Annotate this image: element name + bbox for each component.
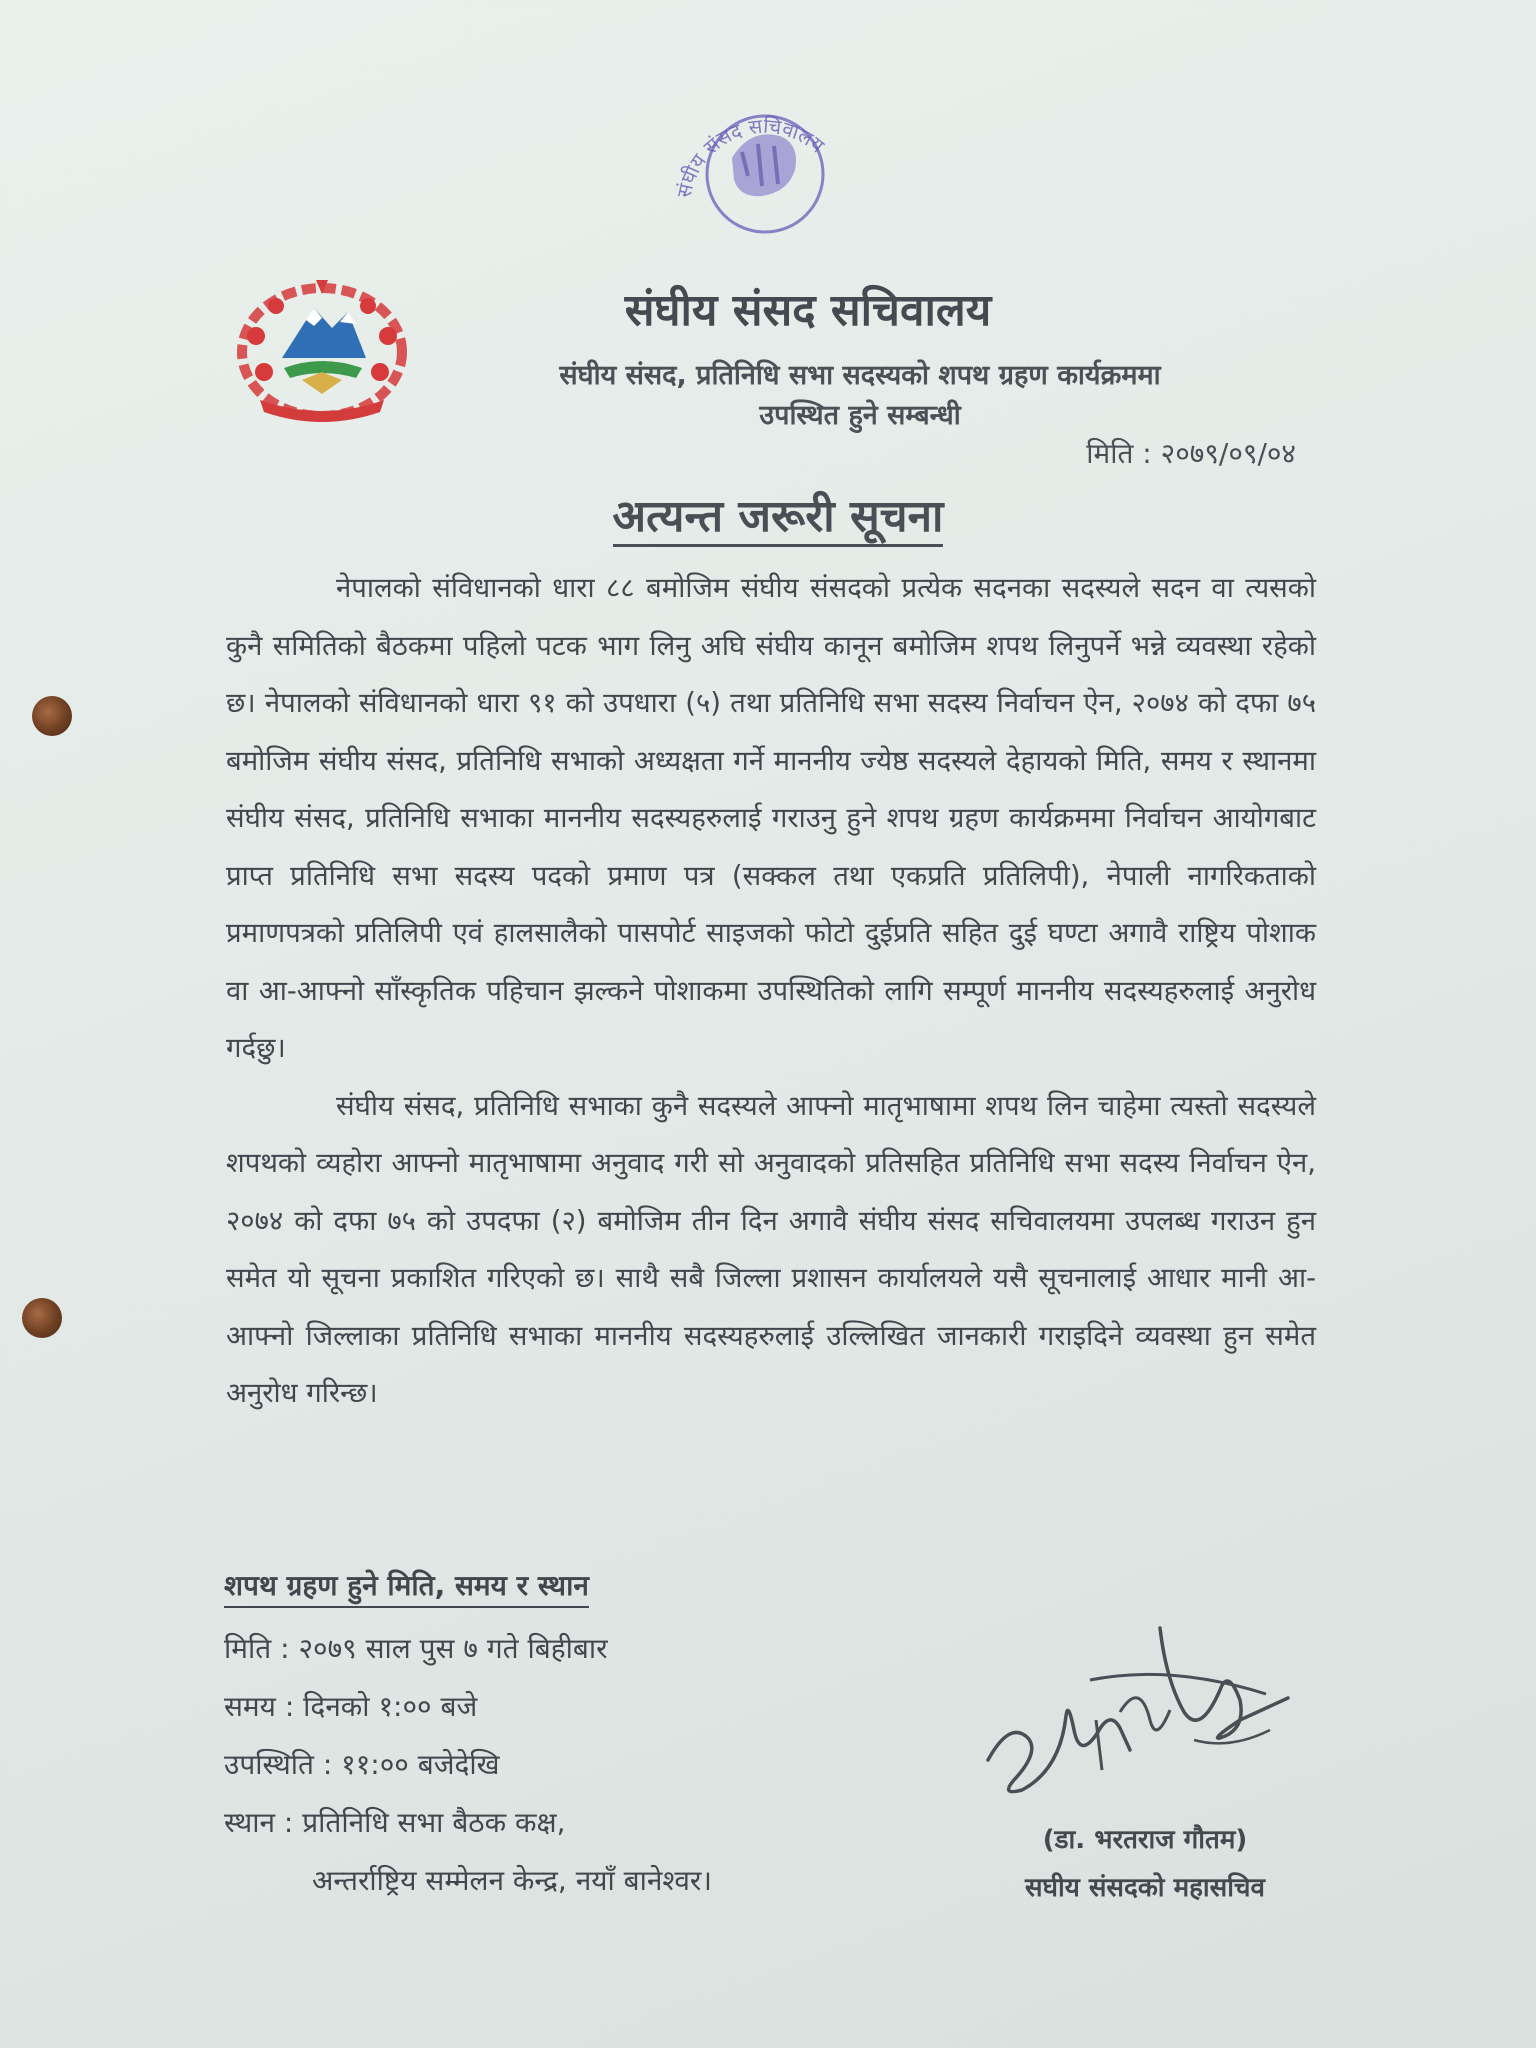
- schedule-details: [224, 1620, 712, 1910]
- notice-body: [226, 560, 1316, 1423]
- notice-date: मिति : २०७९/०९/०४: [1086, 437, 1296, 470]
- notice-heading-text: अत्यन्त जरूरी सूचना: [613, 491, 944, 547]
- punch-hole-top: [32, 696, 72, 736]
- svg-text:संघीय संसद सचिवालय: संघीय संसद सचिवालय: [671, 113, 830, 200]
- schedule-date: मिति : २०७९ साल पुस ७ गते बिहीबार: [224, 1632, 608, 1665]
- organization-title: संघीय संसद सचिवालय: [624, 285, 992, 336]
- schedule-venue-1: स्थान : प्रतिनिधि सभा बैठक कक्ष,: [224, 1806, 566, 1839]
- signatory-name: (डा. भरतराज गौतम): [1042, 1825, 1248, 1855]
- notice-subject: [420, 356, 1300, 436]
- notice-heading: [10, 484, 1536, 544]
- body-paragraph-2: संघीय संसद, प्रतिनिधि सभाका कुनै सदस्यले आफ्नो मातृभाषामा शपथ लिन चाहेमा त्यस्तो सदस्यले शपथको व्यहोरा आफ्नो मातृभाषामा अनुवाद गरी सो अनुवादको प्रतिसहित प्रतिनिधि सभा सदस्य निर्वाचन ऐन, २०७४ को दफा ७५ को उपदफा (२) बमोजिम तीन दिन अगावै संघीय संसद सचिवालयमा उपलब्ध गराउन हुन समेत यो सूचना प्रकाशित गरिएको छ। साथै सबै जिल्ला प्रशासन कार्यालयले यसै सूचनालाई आधार मानी आ-आफ्नो जिल्लाका प्रतिनिधि सभाका माननीय सदस्यहरुलाई उल्लिखित जानकारी गराइदिने व्यवस्था हुन समेत अनुरोध गरिन्छ।: [226, 1089, 1316, 1409]
- punch-hole-bottom: [22, 1298, 62, 1338]
- schedule-time: समय : दिनको १:०० बजे: [224, 1690, 478, 1723]
- signatory-title: सघीय संसदको महासचिव: [1025, 1873, 1265, 1903]
- office-seal-stamp: [650, 88, 880, 268]
- handwritten-signature: [970, 1620, 1300, 1830]
- body-paragraph-1: नेपालको संविधानको धारा ८८ बमोजिम संघीय संसदको प्रत्येक सदनका सदस्यले सदन वा त्यसको कुनै समितिको बैठकमा पहिलो पटक भाग लिनु अघि संघीय कानून बमोजिम शपथ लिनुपर्ने भन्ने व्यवस्था रहेको छ। नेपालको संविधानको धारा ९१ को उपधारा (५) तथा प्रतिनिधि सभा सदस्य निर्वाचन ऐन, २०७४ को दफा ७५ बमोजिम संघीय संसद, प्रतिनिधि सभाको अध्यक्षता गर्ने माननीय ज्येष्ठ सदस्यले देहायको मिति, समय र स्थानमा संघीय संसद, प्रतिनिधि सभाका माननीय सदस्यहरुलाई गराउनु हुने शपथ ग्रहण कार्यक्रममा निर्वाचन आयोगबाट प्राप्त प्रतिनिधि सभा सदस्य पदको प्रमाण पत्र (सक्कल तथा एकप्रति प्रतिलिपी), नेपाली नागरिकताको प्रमाणपत्रको प्रतिलिपी एवं हालसालैको पासपोर्ट साइजको फोटो दुईप्रति सहित दुई घण्टा अगावै राष्ट्रिय पोशाक वा आ-आफ्नो साँस्कृतिक पहिचान झल्कने पोशाकमा उपस्थितिको लागि सम्पूर्ण माननीय सदस्यहरुलाई अनुरोध गर्दछु।: [226, 572, 1316, 1064]
- schedule-venue-2: अन्तर्राष्ट्रिय सम्मेलन केन्द्र, नयाँ बानेश्वर।: [312, 1864, 712, 1897]
- subject-line-1: संघीय संसद, प्रतिनिधि सभा सदस्यको शपथ ग्रहण कार्यक्रममा: [559, 360, 1161, 391]
- schedule-attendance: उपस्थिति : ११:०० बजेदेखि: [224, 1748, 500, 1781]
- schedule-heading: शपथ ग्रहण हुने मिति, समय र स्थान: [224, 1566, 589, 1608]
- subject-line-2: उपस्थित हुने सम्बन्धी: [759, 400, 961, 431]
